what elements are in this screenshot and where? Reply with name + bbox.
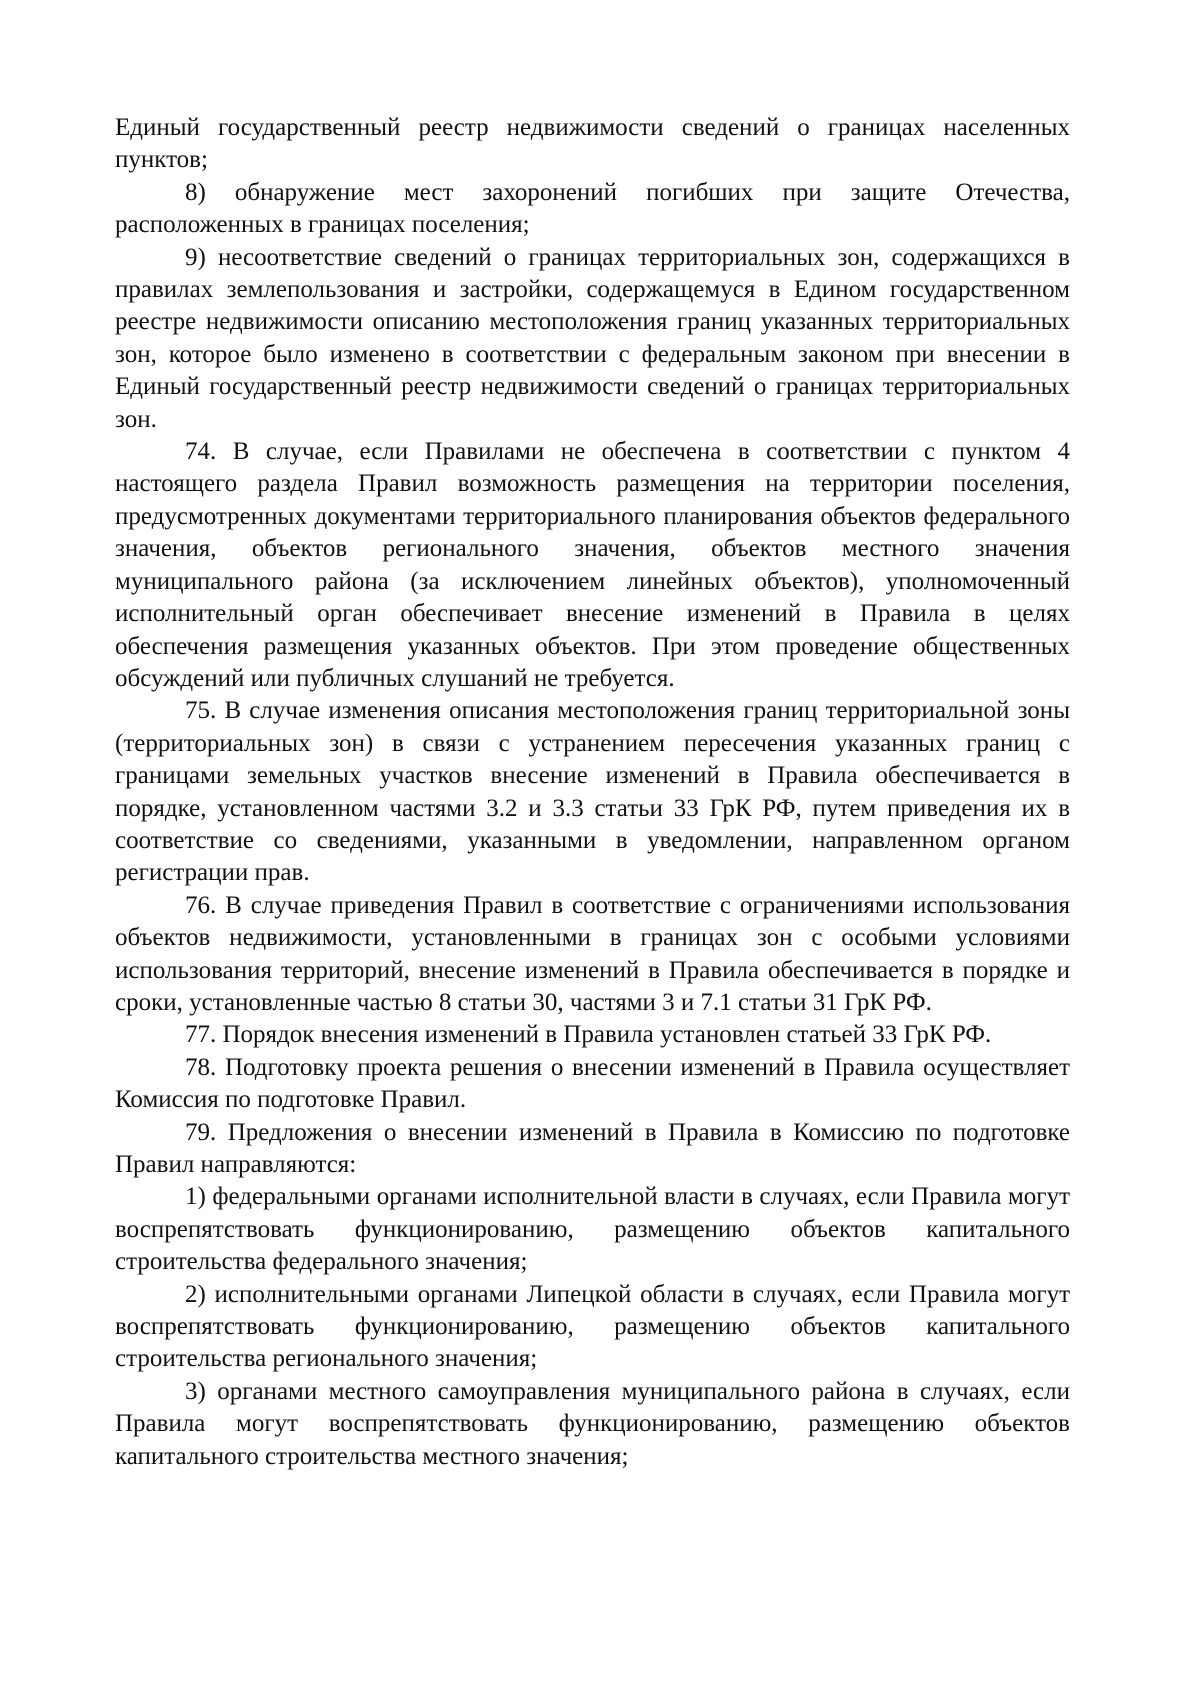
paragraph-continuation: Единый государственный реестр недвижимости сведений о границах населенных пунктов; [115,114,1070,174]
paragraph-item-2: 2) исполнительными органами Липецкой области в случаях, если Правила могут воспрепятствовать функционированию, размещению объектов капитального строительства регионального значения; [115,1280,1070,1373]
paragraph-76: 76. В случае приведения Правил в соответствие с ограничениями использования объектов недвижимости, установленными в границах зон с особыми условиями использования территорий, внесение изменений в Правила обеспечивается в порядке и сроки, установленные частью 8 статьи 30, частями 3 и 7.1 статьи 31 ГрК РФ. [115,891,1070,1016]
paragraph-75: 75. В случае изменения описания местоположения границ территориальной зоны (территориальных зон) в связи с устранением пересечения указанных границ с границами земельных участков внесение изменений в Правила обеспечивается в порядке, установленном частями 3.2 и 3.3 статьи 33 ГрК РФ, путем приведения их в соответствие со сведениями, указанными в уведомлении, направленном органом регистрации прав. [115,697,1070,887]
paragraph-74: 74. В случае, если Правилами не обеспечена в соответствии с пунктом 4 настоящего раздела Правил возможность размещения на территории поселения, предусмотренных документами территориального планирования объектов федерального значения, объектов регионального значения, объектов местного значения муниципального района (за исключением линейных объектов), уполномоченный исполнительный орган обеспечивает внесение изменений в Правила в целях обеспечения размещения указанных объектов. При этом проведение общественных обсуждений или публичных слушаний не требуется. [115,438,1070,692]
paragraph-78: 78. Подготовку проекта решения о внесении изменений в Правила осуществляет Комиссия по подготовке Правил. [115,1053,1070,1114]
paragraph-item-8: 8) обнаружение мест захоронений погибших при защите Отечества, расположенных в границах поселения; [115,178,1070,239]
paragraph-79: 79. Предложения о внесении изменений в Правила в Комиссию по подготовке Правил направляются: [115,1118,1070,1178]
paragraph-item-1: 1) федеральными органами исполнительной власти в случаях, если Правила могут воспрепятствовать функционированию, размещению объектов капитального строительства федерального значения; [115,1183,1070,1276]
paragraph-77: 77. Порядок внесения изменений в Правила установлен статьей 33 ГрК РФ. [185,1021,992,1049]
paragraph-item-9: 9) несоответствие сведений о границах территориальных зон, содержащихся в правилах землепользования и застройки, содержащемуся в Едином государственном реестре недвижимости описанию местоположения границ указанных территориальных зон, которое было изменено в соответствии с федеральным законом при внесении в Единый государственный реестр недвижимости сведений о границах территориальных зон. [115,243,1070,433]
paragraph-item-3: 3) органами местного самоуправления муниципального района в случаях, если Правила могут воспрепятствовать функционированию, размещению объектов капитального строительства местного значения; [115,1377,1070,1470]
document-page [115,112,1070,1473]
